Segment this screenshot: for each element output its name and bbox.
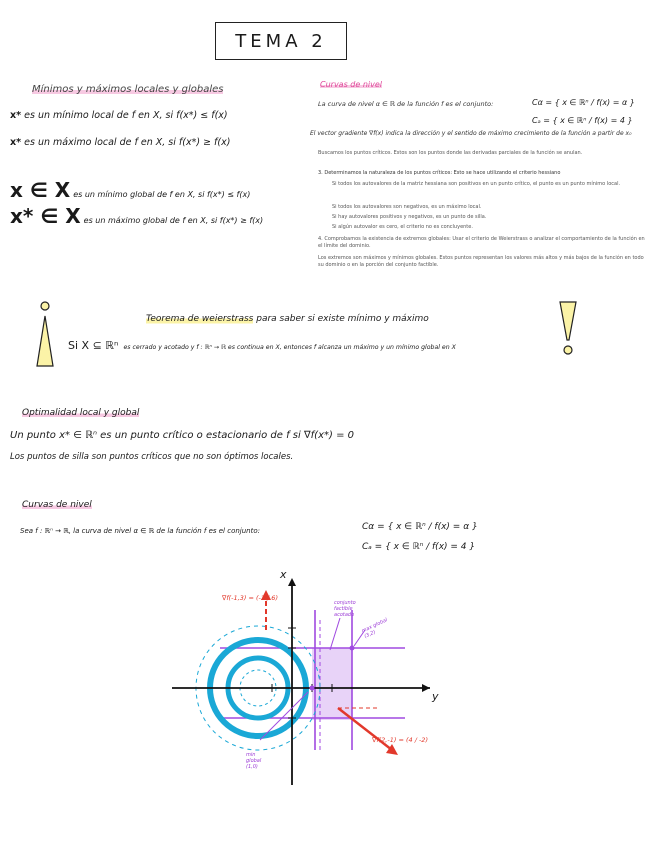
min-global-label: min global (1,0) xyxy=(246,752,262,770)
critical-point-line: Un punto x* ∈ ℝⁿ es un punto crítico o estacionario de f si ∇f(x*) = 0 xyxy=(10,430,354,441)
saddle-point-line: Los puntos de silla son puntos críticos que no son óptimos locales. xyxy=(10,452,294,462)
weierstrass-heading: Teorema de weierstrass para saber si existe mínimo y máximo xyxy=(146,314,429,324)
weierstrass-statement: Si X ⊆ ℝⁿ es cerrado y acotado y f : ℝⁿ → ℝ es continua en X, entonces f alcanza un máximo y un mínimo global en X xyxy=(68,339,456,352)
x-axis-label: x xyxy=(280,568,287,581)
page-title: TEMA 2 xyxy=(215,22,347,60)
right-set2: Cₐ = { x ∈ ℝⁿ / f(x) = 4 } xyxy=(532,116,633,125)
level-curves-heading: Curvas de nivel xyxy=(22,500,92,510)
gradient2-label: ∇f(2,-1) = (4 / -2) xyxy=(372,736,428,744)
y-axis-label: y xyxy=(432,690,439,703)
right-set1: Cα = { x ∈ ℝⁿ / f(x) = α } xyxy=(532,98,635,107)
left-heading: Mínimos y máximos locales y globales xyxy=(32,84,224,95)
step-global: 4. Comprobamos la existencia de extremos globales: Usar el criterio de Weierstrass o analizar el comportamiento de la función en el límite del dominio. xyxy=(318,236,645,249)
level-set1: Cα = { x ∈ ℝⁿ / f(x) = α } xyxy=(362,522,478,532)
max-point xyxy=(350,646,355,651)
bullet-max: Si todos los autovalores son negativos, es un máximo local. xyxy=(332,204,482,210)
right-heading: Curvas de nivel xyxy=(320,80,383,89)
gradient-note: El vector gradiente ∇f(x) indica la dirección y el sentido de máximo crecimiento de la función a partir de x₀ xyxy=(310,130,632,137)
min-point xyxy=(310,686,315,691)
step-extremes: Los extremos son máximos y mínimos globales. Estos puntos representan los valores más altos y más bajos de la función en todo su dominio o en la porción del conjunto factible. xyxy=(318,255,644,268)
right-intro: La curva de nivel α ∈ ℝ de la función f es el conjunto: xyxy=(318,100,494,108)
exclamation-icon xyxy=(558,300,578,358)
local-min-line: x* es un mínimo local de f en X, si f(x*) ≤ f(x) xyxy=(10,110,228,121)
warning-icon xyxy=(34,300,56,372)
step-critical: Buscamos los puntos críticos. Estos son los puntos donde las derivadas parciales de la función se anulan. xyxy=(318,150,583,156)
level-curves-diagram xyxy=(160,570,450,790)
bullet-min: Si todos los autovalores de la matriz hessiana son positivos en un punto crítico, el punto es un punto mínimo local. xyxy=(332,181,621,187)
gradient1-label: ∇f(-1,3) = (-2 / 6) xyxy=(222,594,278,602)
feasible-set-label: conjunto factible acotado xyxy=(334,600,356,618)
local-max-line: x* es un máximo local de f en X, si f(x*) ≥ f(x) xyxy=(10,137,231,148)
level-set2: Cₐ = { x ∈ ℝⁿ / f(x) = 4 } xyxy=(362,542,476,552)
global-max-line: x* ∈ X es un máximo global de f en X, si f(x*) ≥ f(x) xyxy=(10,204,264,228)
bullet-saddle: Si hay autovalores positivos y negativos, es un punto de silla. xyxy=(332,214,487,220)
level-curves-intro: Sea f : ℝⁿ → ℝ, la curva de nivel α ∈ ℝ de la función f es el conjunto: xyxy=(20,527,260,535)
global-min-line: x ∈ X es un mínimo global de f en X, si f(x*) ≤ f(x) xyxy=(10,178,251,202)
max-global-label: max global (3,2) xyxy=(360,617,389,640)
optimality-heading: Optimalidad local y global xyxy=(22,408,140,418)
bullet-zero: Si algún autovalor es cero, el criterio no es concluyente. xyxy=(332,224,473,230)
step-nature: 3. Determinamos la naturaleza de los puntos críticos: Esto se hace utilizando el criterio hessiano xyxy=(318,170,561,176)
